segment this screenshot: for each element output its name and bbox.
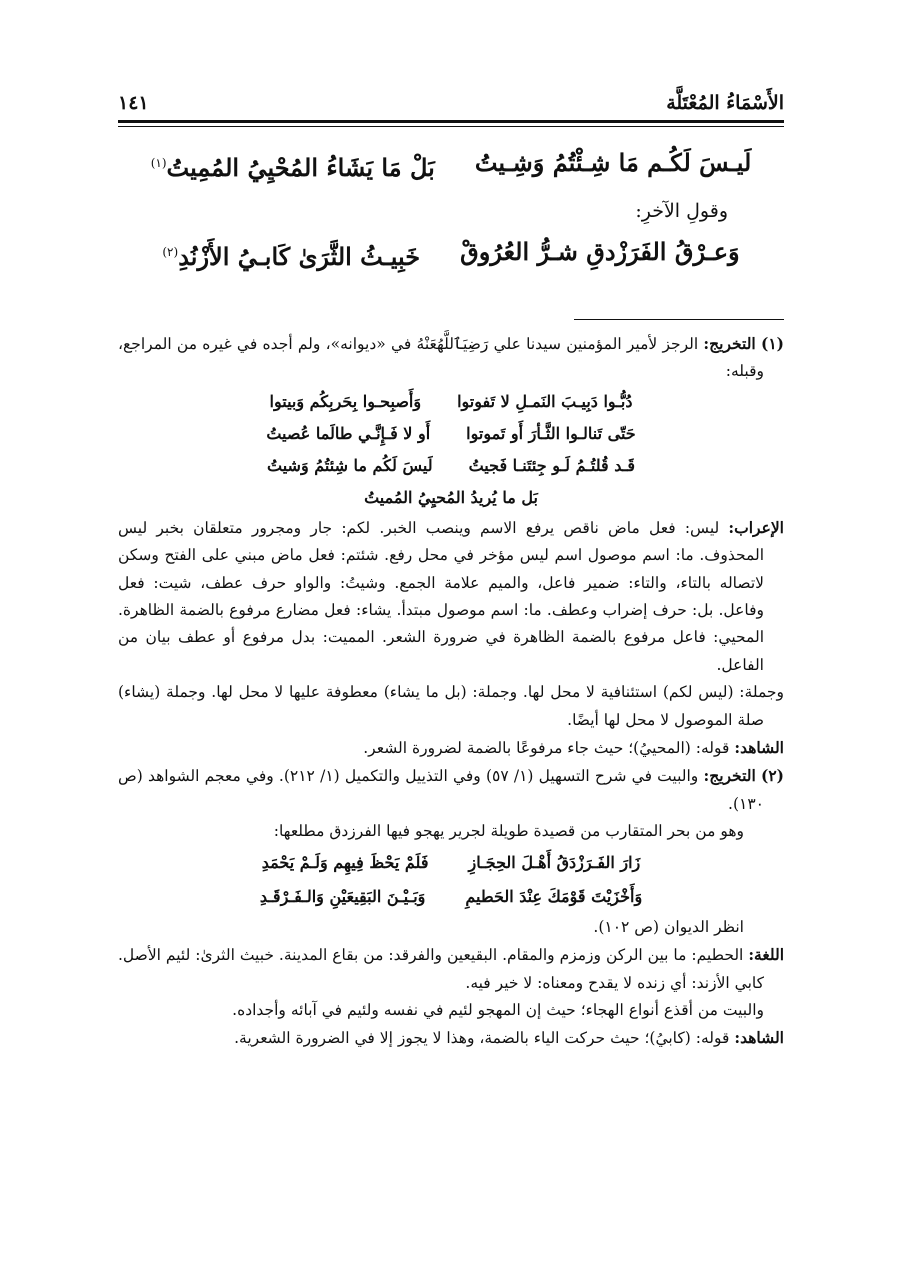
footnote-1-number: (١) — [760, 334, 784, 353]
header-rule-thin — [118, 126, 784, 127]
footnote-2-shahid — [118, 1024, 784, 1052]
poem-line — [118, 418, 784, 450]
poem-line — [118, 386, 784, 418]
shahid-label: الشاهد: — [734, 738, 784, 758]
header-rule-thick — [118, 120, 784, 123]
poem-line — [118, 450, 784, 482]
footnote-1-irab — [118, 514, 784, 679]
poem-line — [118, 880, 784, 914]
verse-1-hemistich-2: بَلْ مَا يَشَاءُ المُحْيِيُ المُمِيتُ$^{(١)}$ — [150, 153, 435, 182]
book-page — [118, 78, 784, 1053]
footnote-2-lugha — [118, 941, 784, 997]
footnote-separator — [574, 319, 784, 320]
verse-2-hemistich-1: وَعـرْقُ الفَرَزْدقِ شـرُّ العُرُوقْ — [460, 237, 740, 266]
poem-hemistich: وَأَخْزَيْتَ قَوْمَكَ عِنْدَ الحَطيمِ — [465, 886, 643, 906]
shahid-text: قوله: (كابيُ)؛ حيث حركت الياء بالضمة، وهذا لا يجوز إلا في الضرورة الشعرية. — [234, 1029, 730, 1048]
chapter-title: الأَسْمَاءُ المُعْتَلَّة — [666, 92, 784, 114]
footnote-1-label: التخريج: — [703, 334, 756, 353]
footnote-1-jumla: وجملة: (ليس لكم) استئنافية لا محل لها. وجملة: (بل ما يشاء) معطوفة عليها لا محل لها. وجملة (يشاء) صلة الموصول لا محل لها أيضًا. — [118, 683, 784, 729]
footnote-2-hija: والبيت من أقذع أنواع الهجاء؛ حيث إن المهجو لئيم في نفسه ولئيم في آبائه وأجداده. — [232, 1000, 764, 1019]
page-number: ١٤١ — [118, 92, 149, 114]
footnote-2-diwan-ref: انظر الديوان (ص ١٠٢). — [593, 917, 744, 936]
footnote-ref-1: (١) — [150, 156, 167, 170]
footnote-2-poem — [118, 846, 784, 914]
footnote-1-shahid — [118, 734, 784, 762]
poem-hemistich: فَلَمْ يَحْظَ فِيهِم وَلَـمْ يَحْمَدِ — [261, 852, 429, 872]
shahid-text: قوله: (المحييُ)؛ حيث جاء مرفوعًا بالضمة لضرورة الشعر. — [363, 739, 730, 758]
footnote-1-poem — [118, 386, 784, 514]
poem-hemistich: قَـد قُلتُـمُ لَـو جِئتَنـا فَجيتُ — [468, 455, 635, 475]
poem-hemistich: وَأَصبِحـوا بِحَربِكُم وَبيتوا — [269, 391, 422, 411]
verse-1-hemistich-1: لَيـسَ لَكُـم مَا شِـئْتُمُ وَشِـيتُ — [474, 148, 752, 177]
poem-hemistich: زَارَ الفَـرَزْدَقُ أَهْـلَ الحِجَـازِ — [468, 852, 641, 872]
footnote-2-text: والبيت في شرح التسهيل (١/ ٥٧) وفي التذييل والتكميل (١/ ٢١٢). وفي معجم الشواهد (ص ١٣٠). — [118, 767, 764, 813]
poem-hemistich: وَبَـيْـنَ البَقِيعَيْنِ وَالـفَـرْقَـدِ — [259, 886, 426, 906]
running-header — [118, 78, 784, 114]
intro-line: وقولِ الآخرِ: — [635, 200, 728, 222]
footnote-1-text: الرجز لأمير المؤمنين سيدنا علي رَضِيَٱللَّهُعَنْهُ في «ديوانه»، ولم أجده في غيره من المراجع، وقبله: — [118, 335, 764, 381]
poem-last-line: بَل ما يُريدُ المُحيِيُ المُميتُ — [364, 487, 538, 507]
shahid-label: الشاهد: — [734, 1028, 784, 1048]
poem-hemistich: أَو لا فَـإِنَّـي طالَما عُصيتُ — [266, 423, 431, 443]
poem-hemistich: دُبُّـوا دَبِيـبَ النَمـلِ لا تَفوتوا — [457, 391, 633, 411]
verse-2-hemistich-2: خَبِيـثُ الثَّرَىٰ كَابـيُ الأَزْنُدِ$^{(٢)}$ — [162, 242, 421, 271]
poem-line — [118, 846, 784, 880]
lugha-label: اللغة: — [748, 945, 784, 965]
main-verse-2 — [118, 232, 784, 277]
footnote-2-takhrij — [118, 762, 784, 818]
footnote-1-takhrij — [118, 330, 784, 386]
irab-label: الإعراب: — [728, 517, 784, 537]
footnote-2-meter-note: وهو من بحر المتقارب من قصيدة طويلة لجرير يهجو فيها الفرزدق مطلعها: — [273, 822, 744, 841]
footnotes — [118, 330, 784, 1053]
footnote-2-number: (٢) — [760, 766, 784, 786]
footnote-2-label: التخريج: — [703, 766, 756, 786]
lugha-text: الحطيم: ما بين الركن وزمزم والمقام. البقيعين والفرقد: من بقاع المدينة. خبيث الثرىٰ: لئيم الأصل. كابي الأزند: أي زنده لا يقدح ومعناه: لا خير فيه. — [118, 946, 764, 992]
footnote-ref-2: (٢) — [162, 245, 179, 259]
poem-hemistich: لَيسَ لَكُم ما شِئتُمُ وَشيتُ — [267, 455, 433, 475]
irab-text: ليس: فعل ماض ناقص يرفع الاسم وينصب الخبر. لكم: جار ومجرور متعلقان بخبر ليس المحذوف. ما: اسم موصول اسم ليس مؤخر في محل رفع. شئتم: فعل ماض مبني على الفتح وسكن لاتصاله بالتاء، والتاء: ضمير فاعل، والميم علامة الجمع. وشيتُ: والواو حرف عطف، شيت: فعل وفاعل. بل: حرف إضراب وعطف. ما: اسم موصول مبتدأ. يشاء: فعل مضارع مرفوع بالضمة الظاهرة. المحيي: فاعل مرفوع بالضمة الظاهرة في ضرورة الشعر. المميت: بدل مرفوع أو عطف بيان من الفاعل. — [118, 518, 764, 674]
main-verse-1 — [118, 143, 784, 188]
poem-hemistich: حَتّى تَنالـوا الثَّـأرَ أَو تَموتوا — [466, 423, 636, 443]
